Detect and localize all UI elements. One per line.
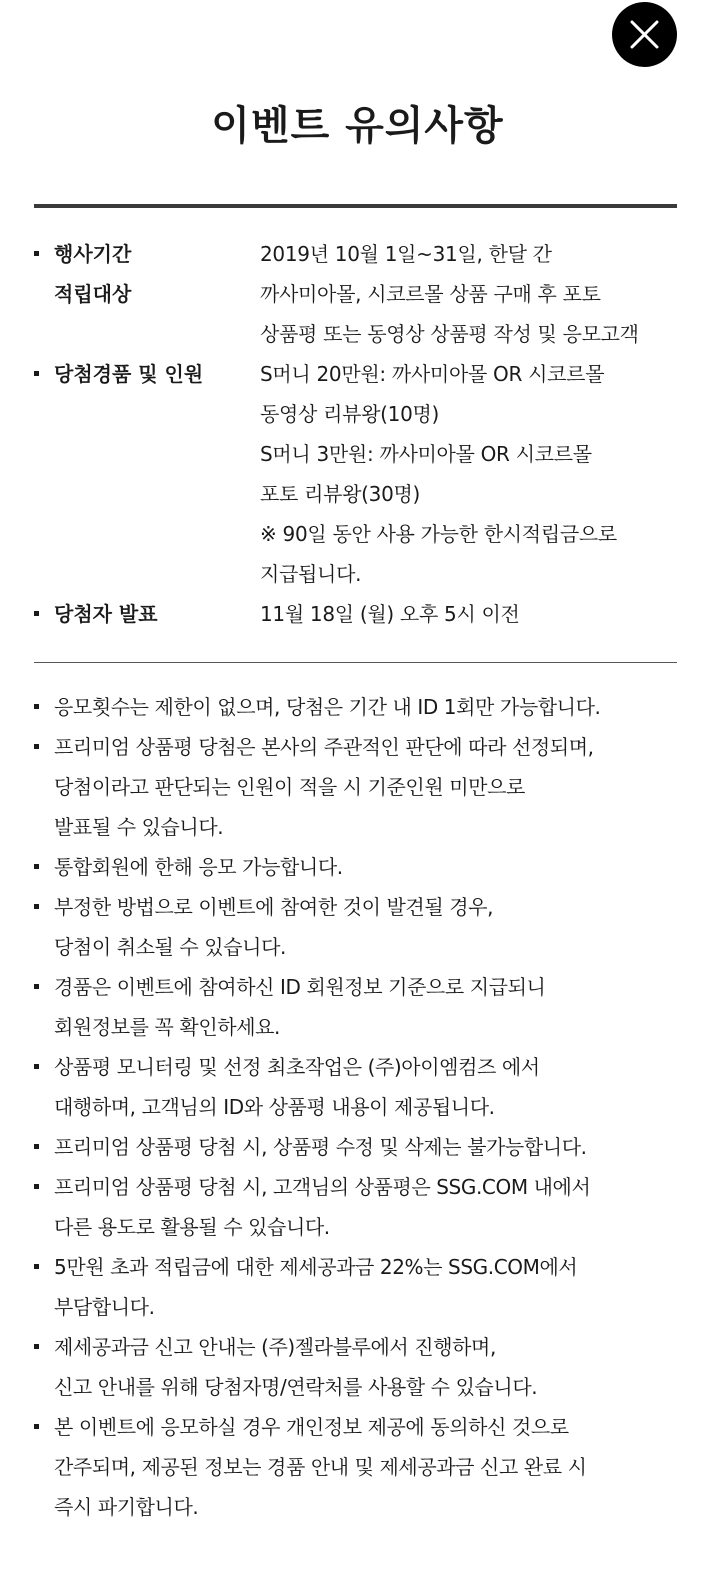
- close-button[interactable]: [612, 2, 677, 67]
- notice-text: 프리미엄 상품평 당첨 시, 상품평 수정 및 삭제는 불가능합니다.: [54, 1135, 587, 1159]
- close-icon: [612, 2, 677, 67]
- info-label: 적립대상: [54, 282, 132, 306]
- info-row: [34, 354, 677, 594]
- notice-text: 본 이벤트에 응모하실 경우 개인정보 제공에 동의하신 것으로: [54, 1415, 569, 1439]
- info-label: 당첨경품 및 인원: [54, 362, 204, 386]
- bullet-icon: [34, 1424, 39, 1429]
- notice-text: 당첨이 취소될 수 있습니다.: [54, 935, 286, 959]
- info-value-line: ※ 90일 동안 사용 가능한 한시적립금으로: [260, 522, 617, 546]
- title-divider: [34, 204, 677, 208]
- notice-text: 5만원 초과 적립금에 대한 제세공과금 22%는 SSG.COM에서: [54, 1255, 578, 1279]
- section-divider: [34, 662, 677, 663]
- info-value: [260, 594, 677, 634]
- notice-text: 프리미엄 상품평 당첨 시, 고객님의 상품평은 SSG.COM 내에서: [54, 1175, 591, 1199]
- event-info-list: [34, 234, 677, 634]
- bullet-icon: [34, 1184, 39, 1189]
- notice-text: 응모횟수는 제한이 없으며, 당첨은 기간 내 ID 1회만 가능합니다.: [54, 695, 601, 719]
- notice-text: 즉시 파기합니다.: [54, 1495, 199, 1519]
- page-title: 이벤트 유의사항: [211, 103, 504, 149]
- notice-text: 부정한 방법으로 이벤트에 참여한 것이 발견될 경우,: [54, 895, 494, 919]
- notice-item: [34, 967, 677, 1047]
- notice-list: [34, 687, 677, 1527]
- notice-item: [34, 1127, 677, 1167]
- bullet-icon: [34, 704, 39, 709]
- bullet-icon: [34, 1144, 39, 1149]
- bullet-icon: [34, 1344, 39, 1349]
- info-value-line: 포토 리뷰왕(30명): [260, 482, 421, 506]
- info-row: [34, 274, 677, 354]
- info-label: 행사기간: [54, 242, 132, 266]
- notice-item: [34, 1247, 677, 1327]
- bullet-icon: [34, 904, 39, 909]
- info-value-line: 2019년 10월 1일~31일, 한달 간: [260, 242, 552, 266]
- notice-text: 프리미엄 상품평 당첨은 본사의 주관적인 판단에 따라 선정되며,: [54, 735, 594, 759]
- notice-item: [34, 727, 677, 847]
- info-value-line: 동영상 리뷰왕(10명): [260, 402, 440, 426]
- bullet-icon: [34, 611, 39, 616]
- info-value-line: S머니 3만원: 까사미아몰 OR 시코르몰: [260, 442, 592, 466]
- notice-text: 발표될 수 있습니다.: [54, 815, 224, 839]
- notice-item: [34, 687, 677, 727]
- notice-text: 제세공과금 신고 안내는 (주)젤라블루에서 진행하며,: [54, 1335, 496, 1359]
- info-row: [34, 234, 677, 274]
- notice-item: [34, 1407, 677, 1527]
- info-value-line: 지급됩니다.: [260, 562, 362, 586]
- notice-text: 경품은 이벤트에 참여하신 ID 회원정보 기준으로 지급되니: [54, 975, 546, 999]
- notice-text: 상품평 모니터링 및 선정 최초작업은 (주)아이엠컴즈 에서: [54, 1055, 540, 1079]
- notice-text: 간주되며, 제공된 정보는 경품 안내 및 제세공과금 신고 완료 시: [54, 1455, 587, 1479]
- info-value: [260, 354, 677, 594]
- notice-item: [34, 887, 677, 967]
- notice-item: [34, 1047, 677, 1127]
- bullet-icon: [34, 744, 39, 749]
- notice-text: 다른 용도로 활용될 수 있습니다.: [54, 1215, 330, 1239]
- info-value: [260, 234, 677, 274]
- info-value-line: 상품평 또는 동영상 상품평 작성 및 응모고객: [260, 322, 639, 346]
- notice-item: [34, 1327, 677, 1407]
- info-label: 당첨자 발표: [54, 602, 158, 626]
- info-value-line: 11월 18일 (월) 오후 5시 이전: [260, 602, 520, 626]
- bullet-icon: [34, 1264, 39, 1269]
- notice-text: 부담합니다.: [54, 1295, 155, 1319]
- bullet-icon: [34, 251, 39, 256]
- notice-item: [34, 1167, 677, 1247]
- bullet-icon: [34, 864, 39, 869]
- bullet-icon: [34, 371, 39, 376]
- bullet-icon: [34, 1064, 39, 1069]
- info-value-line: S머니 20만원: 까사미아몰 OR 시코르몰: [260, 362, 605, 386]
- bullet-icon: [34, 984, 39, 989]
- info-row: [34, 594, 677, 634]
- notice-item: [34, 847, 677, 887]
- notice-text: 신고 안내를 위해 당첨자명/연락처를 사용할 수 있습니다.: [54, 1375, 538, 1399]
- notice-text: 당첨이라고 판단되는 인원이 적을 시 기준인원 미만으로: [54, 775, 525, 799]
- notice-text: 통합회원에 한해 응모 가능합니다.: [54, 855, 343, 879]
- info-value: [260, 274, 677, 354]
- info-value-line: 까사미아몰, 시코르몰 상품 구매 후 포토: [260, 282, 601, 306]
- notice-text: 대행하며, 고객님의 ID와 상품평 내용이 제공됩니다.: [54, 1095, 495, 1119]
- notice-text: 회원정보를 꼭 확인하세요.: [54, 1015, 280, 1039]
